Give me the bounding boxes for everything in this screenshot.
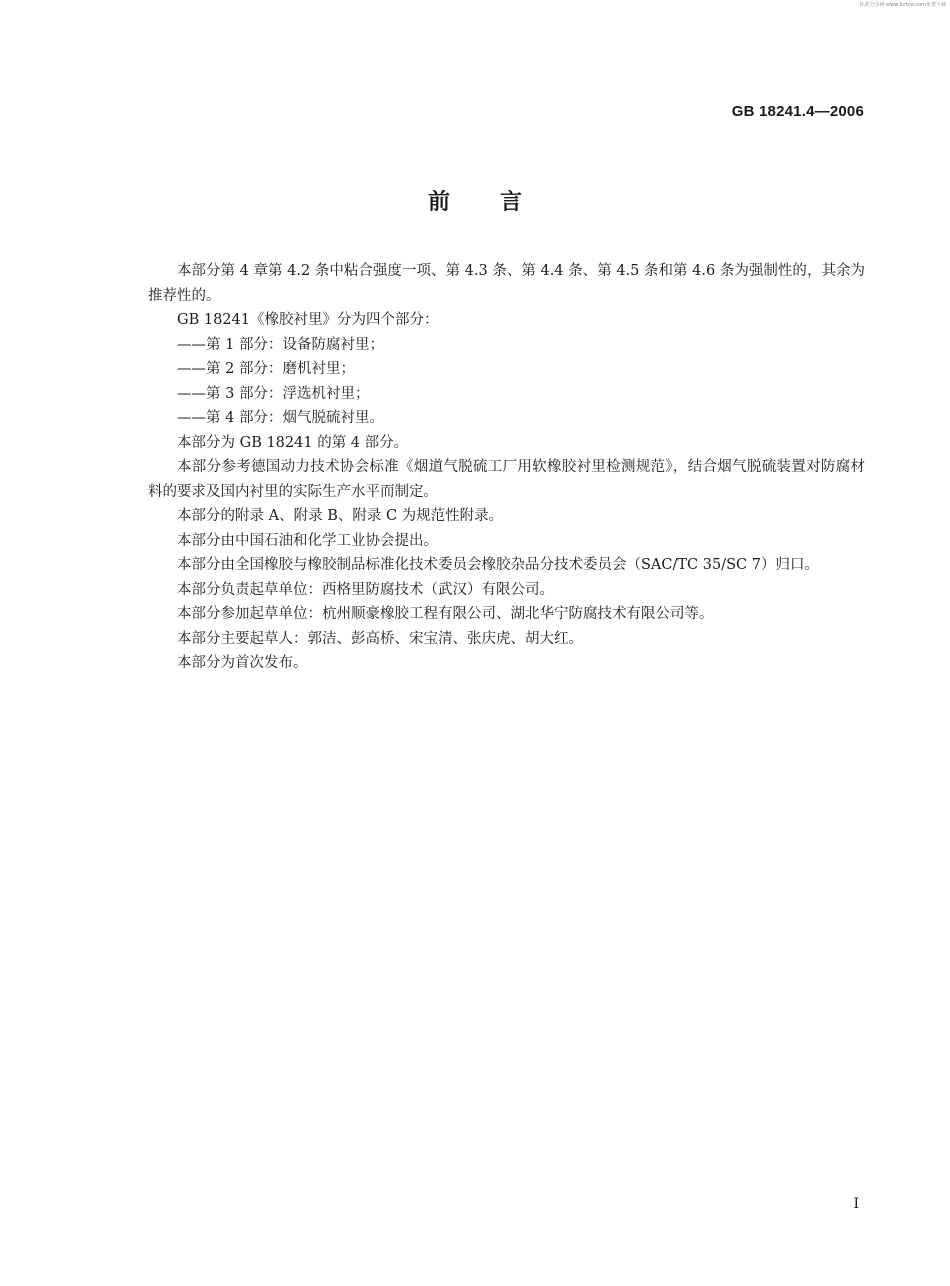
page-title: 前言 [427,190,572,215]
paragraph-proposed-by: 本部分由中国石油和化学工业协会提出。 [177,532,438,549]
paragraph-parts-intro: GB 18241《橡胶衬里》分为四个部分： [177,312,439,328]
paragraph-participating-units: 本部分参加起草单位：杭州顺豪橡胶工程有限公司、湖北华宁防腐技术有限公司等。 [177,606,714,622]
foreword-body [148,259,865,676]
paragraph-mandatory-clauses: 本部分第 4 章第 4.2 条中粘合强度一项、第 4.3 条、第 4.4 条、第 4.5 条和第 4.6 条为强制性的，其余为推荐性的。 [148,263,865,304]
paragraph-main-drafters: 本部分主要起草人：郭洁、彭高桥、宋宝清、张庆虎、胡大红。 [177,630,583,647]
list-item-part-3: ——第 3 部分：浮选机衬里； [177,385,370,402]
paragraph-drafting-unit: 本部分负责起草单位：西格里防腐技术（武汉）有限公司。 [177,581,554,598]
list-item-part-1: ——第 1 部分：设备防腐衬里； [177,336,384,353]
watermark-text: 标准分享网 www.bzfxw.com免费下载 [859,2,946,8]
paragraph-reference-standard: 本部分参考德国动力技术协会标准《烟道气脱硫工厂用软橡胶衬里检测规范》，结合烟气脱硫装置对防腐材料的要求及国内衬里的实际生产水平而制定。 [148,459,865,500]
paragraph-technical-committee: 本部分由全国橡胶与橡胶制品标准化技术委员会橡胶杂品分技术委员会（SAC/TC 35/SC 7）归口。 [177,557,819,573]
standard-number: GB 18241.4—2006 [731,103,864,120]
page-number: I [853,1196,859,1212]
paragraph-first-release: 本部分为首次发布。 [177,655,308,671]
paragraph-annexes: 本部分的附录 A、附录 B、附录 C 为规范性附录。 [177,508,504,524]
list-item-part-2: ——第 2 部分：磨机衬里； [177,361,355,377]
paragraph-this-part: 本部分为 GB 18241 的第 4 部分。 [177,434,409,451]
list-item-part-4: ——第 4 部分：烟气脱硫衬里。 [177,410,384,426]
